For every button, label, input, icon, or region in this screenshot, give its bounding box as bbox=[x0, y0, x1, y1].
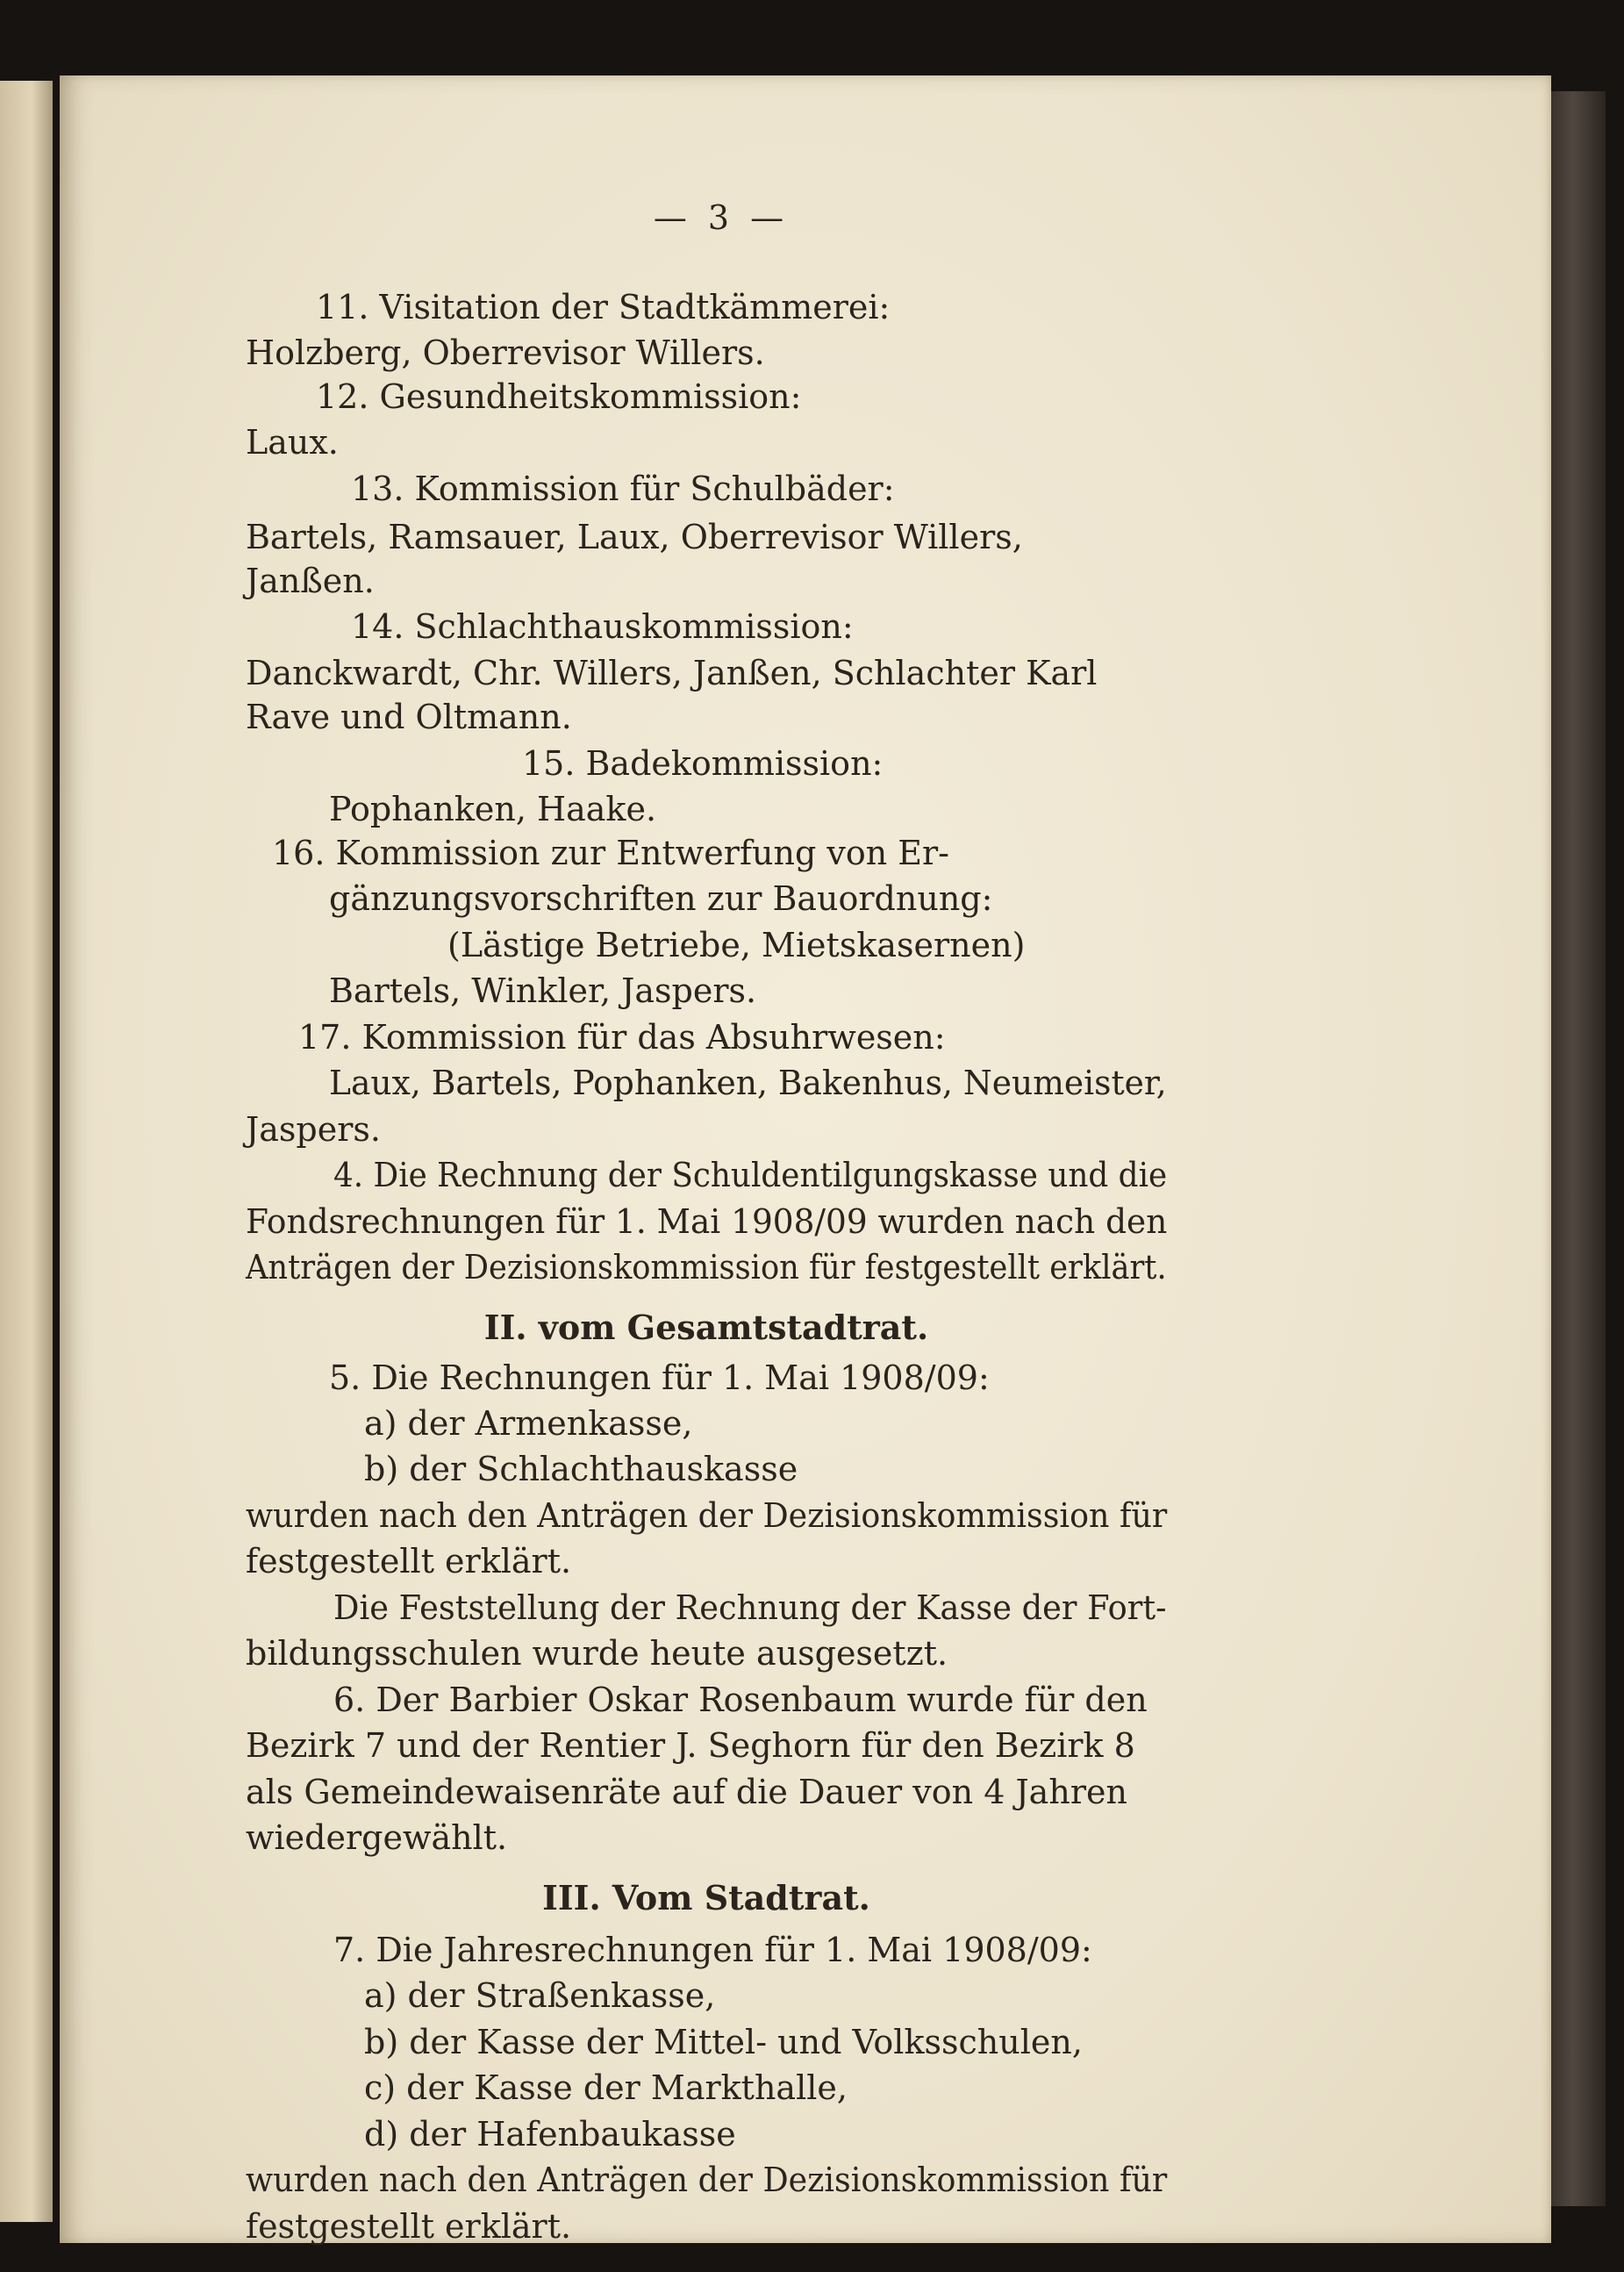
text-line: festgestellt erklärt. bbox=[246, 1542, 572, 1580]
text-line: Laux, Bartels, Pophanken, Bakenhus, Neumeister, bbox=[329, 1064, 1167, 1102]
text-line: 6. Der Barbier Oskar Rosenbaum wurde für den bbox=[333, 1681, 1148, 1719]
text-line: bildungsschulen wurde heute ausgesetzt. bbox=[246, 1634, 948, 1673]
section-heading-iii: III. Vom Stadtrat. bbox=[542, 1878, 870, 1917]
text-line: festgestellt erklärt. bbox=[246, 2207, 572, 2246]
text-line: wurden nach den Anträgen der Dezisionskommission für bbox=[246, 2161, 1168, 2199]
text-line: Bartels, Winkler, Jaspers. bbox=[329, 971, 757, 1010]
text-line: wurden nach den Anträgen der Dezisionskommission für bbox=[246, 1496, 1168, 1535]
text-line: 5. Die Rechnungen für 1. Mai 1908/09: bbox=[329, 1358, 990, 1397]
text-line: als Gemeindewaisenräte auf die Dauer von 4 Jahren bbox=[246, 1773, 1127, 1811]
text-line: b) der Schlachthauskasse bbox=[364, 1450, 798, 1488]
text-line: gänzungsvorschriften zur Bauordnung: bbox=[329, 879, 993, 918]
text-line: 16. Kommission zur Entwerfung von Er- bbox=[272, 834, 950, 872]
text-line: 4. Die Rechnung der Schuldentilgungskasse und die bbox=[333, 1156, 1168, 1194]
text-line: 11. Visitation der Stadtkämmerei: bbox=[316, 288, 891, 326]
text-line: 12. Gesundheitskommission: bbox=[316, 377, 802, 416]
text-line: Bartels, Ramsauer, Laux, Oberrevisor Willers, bbox=[246, 518, 1023, 556]
text-line: (Lästige Betriebe, Mietskasernen) bbox=[447, 926, 1026, 964]
left-page-edge bbox=[0, 81, 53, 2222]
section-heading-ii: II. vom Gesamtstadtrat. bbox=[483, 1308, 929, 1347]
text-line: Rave und Oltmann. bbox=[246, 698, 572, 736]
text-line: 15. Badekommission: bbox=[522, 744, 884, 783]
text-line: Anträgen der Dezisionskommission für festgestellt erklärt. bbox=[246, 1248, 1167, 1287]
text-line: Pophanken, Haake. bbox=[329, 790, 657, 828]
text-line: 17. Kommission für das Absuhrwesen: bbox=[298, 1018, 946, 1057]
book-cover-edge bbox=[1551, 91, 1606, 2206]
text-line: Laux. bbox=[246, 423, 339, 462]
text-line: 7. Die Jahresrechnungen für 1. Mai 1908/09: bbox=[333, 1931, 1092, 1969]
text-line: a) der Straßenkasse, bbox=[364, 1976, 716, 2015]
text-line: d) der Hafenbaukasse bbox=[364, 2115, 736, 2154]
text-line: Die Feststellung der Rechnung der Kasse der Fort- bbox=[333, 1588, 1167, 1627]
text-line: b) der Kasse der Mittel- und Volksschulen, bbox=[364, 2023, 1083, 2061]
text-line: Danckwardt, Chr. Willers, Janßen, Schlachter Karl bbox=[246, 654, 1098, 692]
text-line: c) der Kasse der Markthalle, bbox=[364, 2068, 848, 2107]
page-number: — 3 — bbox=[653, 198, 790, 237]
text-line: Fondsrechnungen für 1. Mai 1908/09 wurden nach den bbox=[246, 1202, 1168, 1241]
text-line: Bezirk 7 und der Rentier J. Seghorn für den Bezirk 8 bbox=[246, 1726, 1135, 1765]
text-line: Jaspers. bbox=[246, 1110, 381, 1149]
text-line: Janßen. bbox=[246, 562, 375, 600]
text-line: Holzberg, Oberrevisor Willers. bbox=[246, 333, 765, 372]
text-line: 13. Kommission für Schulbäder: bbox=[351, 469, 895, 508]
text-line: a) der Armenkasse, bbox=[364, 1404, 693, 1443]
text-line: 14. Schlachthauskommission: bbox=[351, 607, 854, 646]
text-line: wiedergewählt. bbox=[246, 1818, 508, 1857]
